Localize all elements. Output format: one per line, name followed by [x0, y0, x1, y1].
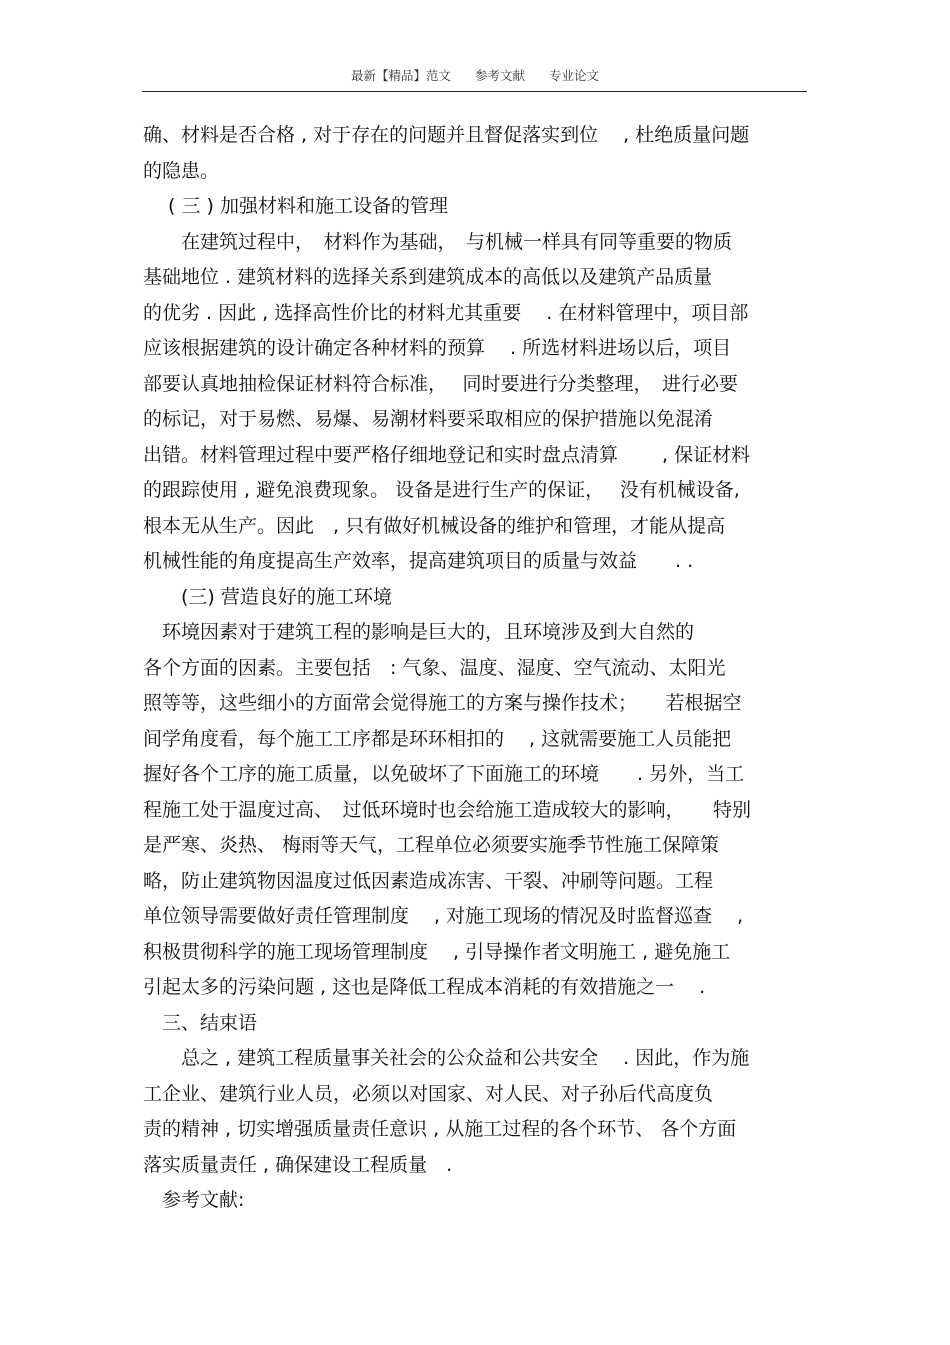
text-line: 的隐患。 [143, 159, 220, 182]
text-line: 确、材料是否合格 , 对于存在的问题并且督促落实到位 , 杜绝质量问题 [143, 124, 750, 146]
text-line: 工企业、建筑行业人员，必须以对国家、对人民、对子孙后代高度负 [143, 1082, 714, 1105]
text-line: 落实质量责任 , 确保建设工程质量 . [143, 1153, 453, 1176]
text-line: 根本无从生产。因此 , 只有做好机械设备的维护和管理，才能从提高 [143, 514, 726, 537]
text-line: 的跟踪使用 , 避免浪费现象。 设备是进行生产的保证， 没有机械设备, [143, 479, 740, 501]
text-line: 引起太多的污染问题 , 这也是降低工程成本消耗的有效措施之一 . [143, 976, 706, 998]
text-line: 的标记，对于易燃、易爆、易潮材料要采取相应的保护措施以免混淆 [143, 408, 714, 430]
page-header [0, 66, 950, 84]
text-line: 单位领导需要做好责任管理制度 , 对施工现场的情况及时监督巡查 , [143, 905, 744, 927]
header-item: 参考文献 [474, 68, 525, 83]
document-body [143, 118, 813, 1219]
text-line: 出错。材料管理过程中要严格仔细地登记和实时盘点清算 , 保证材料 [143, 443, 751, 466]
text-line: 总之 , 建筑工程质量事关社会的公众益和公共安全 . 因此，作为施 [143, 1047, 750, 1069]
section-heading: ( 三 ) 加强材料和施工设备的管理 [143, 195, 448, 217]
header-item: 专业论文 [548, 68, 599, 83]
text-line: 在建筑过程中， 材料作为基础， 与机械一样具有同等重要的物质 [143, 230, 733, 253]
text-line: 间学角度看，每个施工工序都是环环相扣的 , 这就需要施工人员能把 [143, 727, 732, 750]
text-line: 部要认真地抽检保证材料符合标准， 同时要进行分类整理， 进行必要 [143, 372, 739, 395]
section-heading: 三、结束语 [143, 1011, 258, 1034]
text-line: 积极贯彻科学的施工现场管理制度 , 引导操作者文明施工 , 避免施工 [143, 940, 731, 963]
text-line: 基础地位 . 建筑材料的选择关系到建筑成本的高低以及建筑产品质量 [143, 266, 713, 288]
text-line: 是严寒、炎热、 梅雨等天气，工程单位必须要实施季节性施工保障策 [143, 834, 720, 856]
text-line: 应该根据建筑的设计确定各种材料的预算 . 所选材料进场以后，项目 [143, 337, 732, 359]
text-line: 略，防止建筑物因温度过低因素造成冻害、干裂、冲刷等问题。工程 [143, 869, 714, 892]
header-divider [142, 91, 807, 92]
text-line: 的优劣 . 因此 , 选择高性价比的材料尤其重要 . 在材料管理中，项目部 [143, 301, 749, 324]
text-line: 各个方面的因素。主要包括 : 气象、温度、湿度、空气流动、太阳光 [143, 656, 726, 679]
text-line: 照等等，这些细小的方面常会觉得施工的方案与操作技术； 若根据空 [143, 692, 742, 714]
text-line: 责的精神 , 切实增强质量责任意识 , 从施工过程的各个环节、 各个方面 [143, 1118, 737, 1140]
text-line: 握好各个工序的施工质量，以免破坏了下面施工的环境 . 另外，当工 [143, 763, 745, 785]
text-line: 环境因素对于建筑工程的影响是巨大的，且环境涉及到大自然的 [143, 621, 695, 643]
header-item: 最新【精品】范文 [350, 68, 451, 83]
references-heading: 参考文献: [143, 1189, 245, 1211]
text-line: 机械性能的角度提高生产效率，提高建筑项目的质量与效益 . . [143, 550, 694, 572]
section-heading: (三) 营造良好的施工环境 [143, 585, 392, 608]
text-line: 程施工处于温度过高、 过低环境时也会给施工造成较大的影响， 特别 [143, 798, 752, 821]
